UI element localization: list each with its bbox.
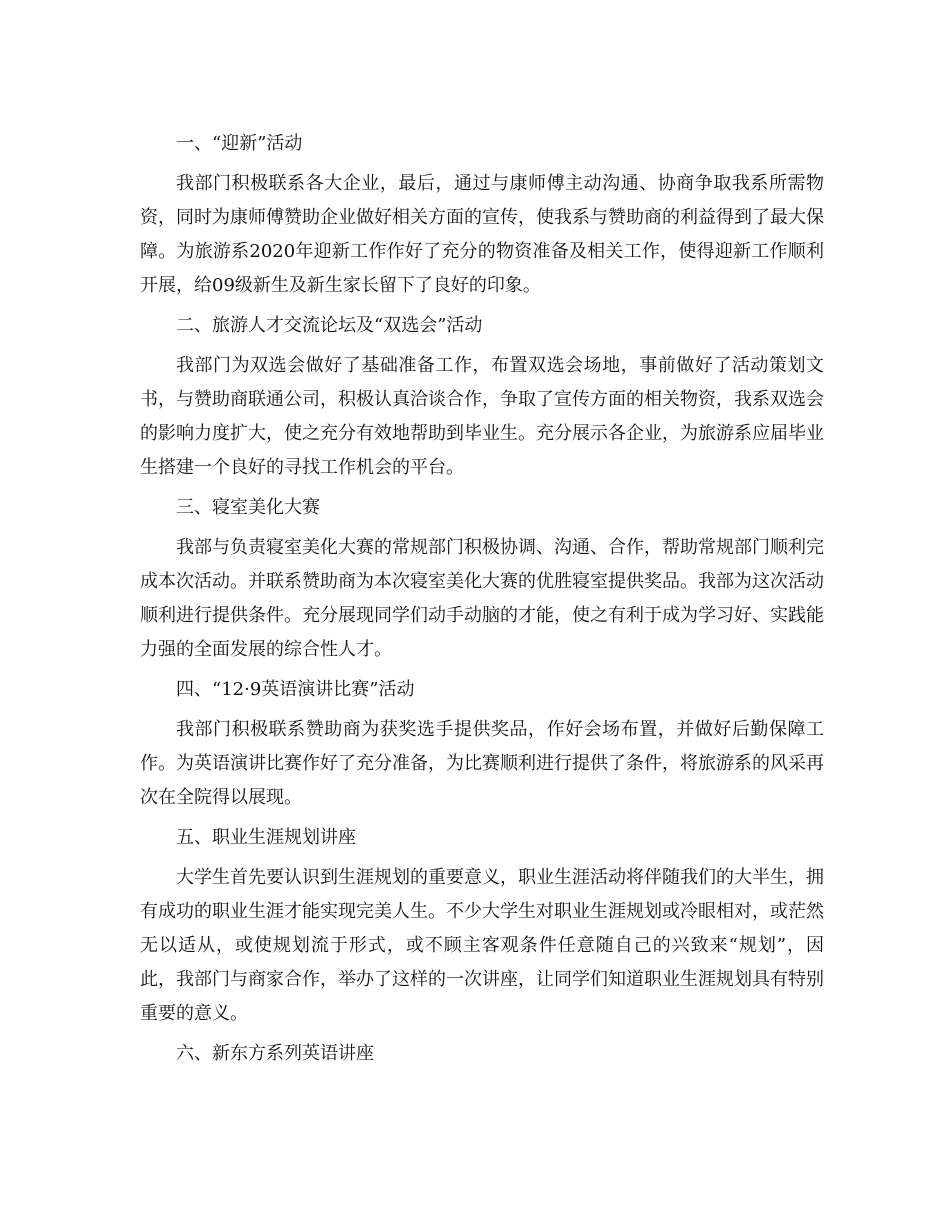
section-heading-5: 五、职业生涯规划讲座 — [176, 827, 356, 848]
section-body-3: 我部与负责寝室美化大赛的常规部门积极协调、沟通、合作，帮助常规部门顺利完成本次活动。并联系赞助商为本次寝室美化大赛的优胜寝室提供奖品。我部为这次活动顺利进行提供条件。充分展现同学们动手动脑的才能，使之有利于成为学习好、实践能力强的全面发展的综合性人才。 — [140, 537, 824, 660]
section-body-5: 大学生首先要认识到生涯规划的重要意义，职业生涯活动将伴随我们的大半生，拥有成功的职业生涯才能实现完美人生。不少大学生对职业生涯规划或冷眼相对，或茫然无以适从，或使规划流于形式，或不顾主客观条件任意随自己的兴致来“规划”，因此，我部门与商家合作，举办了这样的一次讲座，让同学们知道职业生涯规划具有特别重要的意义。 — [140, 867, 824, 1024]
section-body-1: 我部门积极联系各大企业，最后，通过与康师傅主动沟通、协商争取我系所需物资，同时为康师傅赞助企业做好相关方面的宣传，使我系与赞助商的利益得到了最大保障。为旅游系2020年迎新工作作好了充分的物资准备及相关工作，使得迎新工作顺利开展，给09级新生及新生家长留下了良好的印象。 — [140, 173, 824, 296]
section-body-2: 我部门为双选会做好了基础准备工作，布置双选会场地，事前做好了活动策划文书，与赞助商联通公司，积极认真洽谈合作，争取了宣传方面的相关物资，我系双选会的影响力度扩大，使之充分有效地帮助到毕业生。充分展示各企业，为旅游系应届毕业生搭建一个良好的寻找工作机会的平台。 — [140, 355, 824, 478]
section-heading-6: 六、新东方系列英语讲座 — [176, 1043, 374, 1064]
section-heading-4: 四、“12·9英语演讲比赛”活动 — [176, 679, 415, 700]
section-heading-2: 二、旅游人才交流论坛及“双选会”活动 — [176, 315, 483, 336]
document-content — [140, 124, 824, 1074]
section-heading-3: 三、寝室美化大赛 — [176, 497, 320, 518]
section-heading-1: 一、“迎新”活动 — [176, 133, 303, 154]
section-body-4: 我部门积极联系赞助商为获奖选手提供奖品，作好会场布置，并做好后勤保障工作。为英语演讲比赛作好了充分准备，为比赛顺利进行提供了条件，将旅游系的风采再次在全院得以展现。 — [140, 719, 824, 808]
